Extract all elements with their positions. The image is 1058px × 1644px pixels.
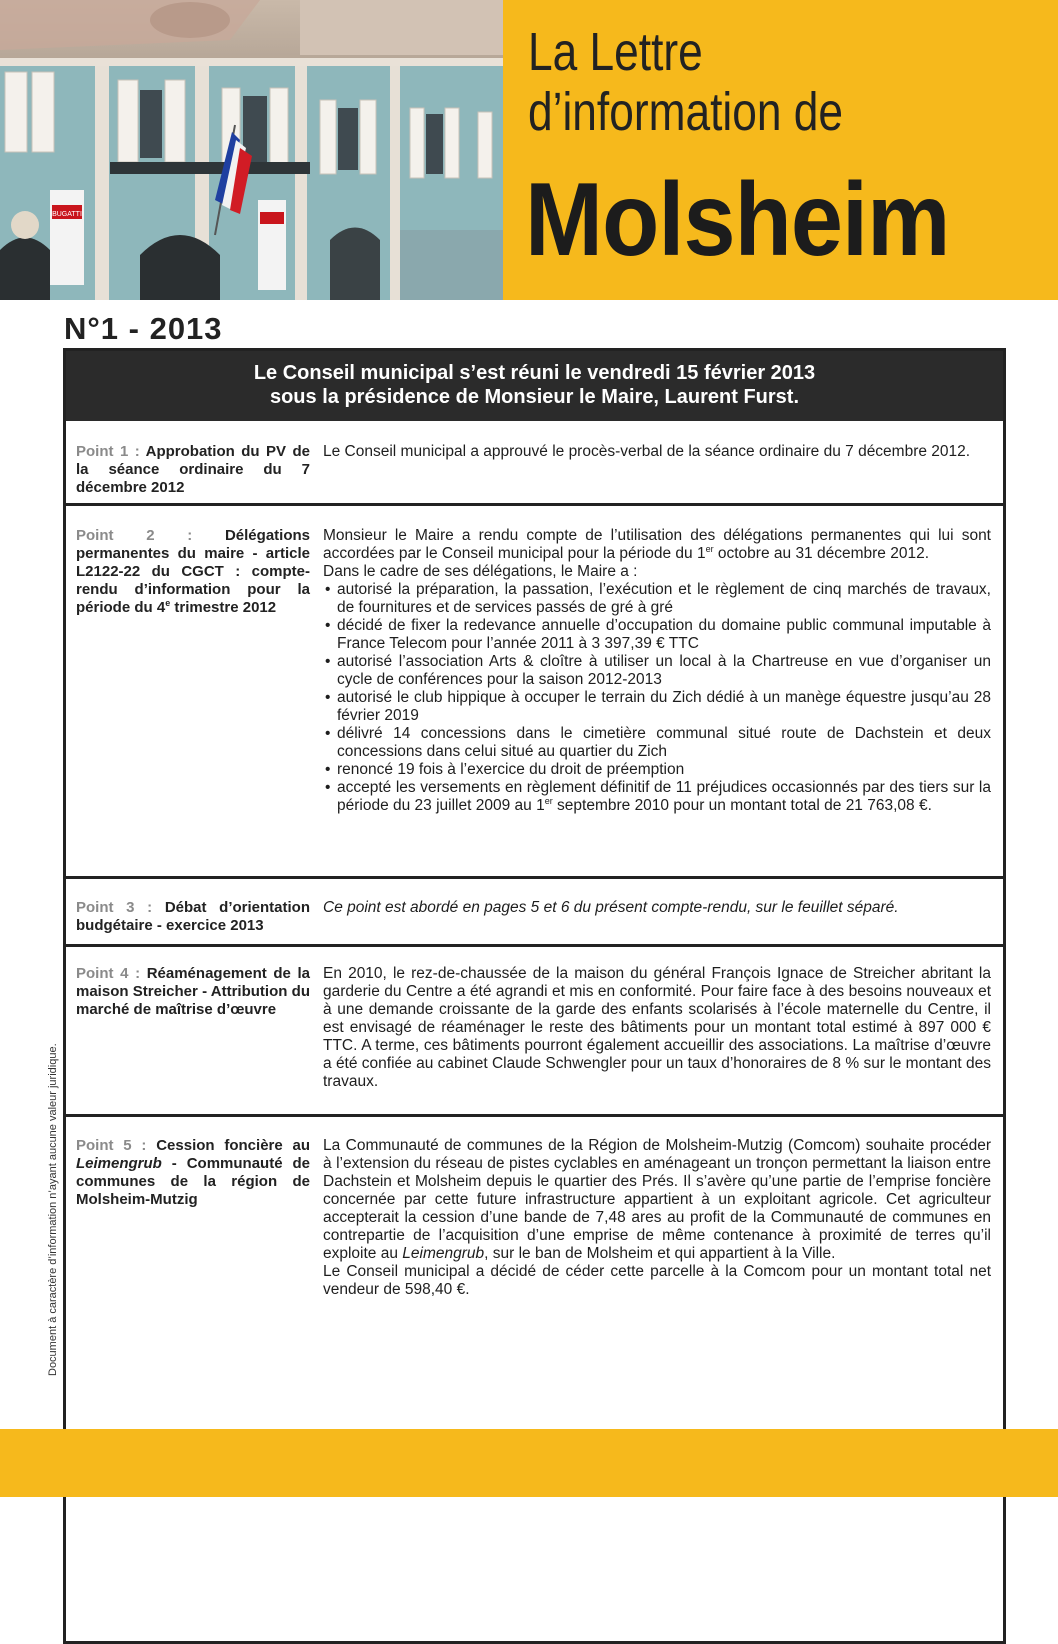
point-3-row bbox=[66, 879, 1003, 947]
svg-text:BUGATTI: BUGATTI bbox=[52, 211, 82, 218]
point-5-title: Point 5 : Cession foncière au Leimengrub - Communauté de communes de la région de Molsheim-Mutzig bbox=[76, 1137, 311, 1208]
legal-disclaimer: Document à caractère d’information n’ayant aucune valeur juridique. bbox=[47, 1043, 59, 1376]
point-3-title: Point 3 : Débat d’orientation budgétaire - exercice 2013 bbox=[76, 899, 311, 934]
point-2-body: Monsieur le Maire a rendu compte de l’utilisation des délégations permanentes qui lui sont accordées par le Conseil municipal pour la période du 1er octobre au 31 décembre 2012. Dans le cadre de ses délégations, le Maire a : • autorisé la préparation, la passation, l’exécution et le règlement de cinq marchés de travaux, de fournitures et de services passés de gré à gré • décidé de fixer la redevance annuelle d’occupation du domaine public communal imputable à France Telecom pour l’année 2011 à 3 397,39 € TTC • autorisé l’association Arts & cloître à utiliser un local à la Chartreuse en vue d’organiser un cycle de conférences pour la saison 2012-2013 • autorisé le club hippique à occuper le terrain du Zich dédié à un manège équestre jusqu’au 28 février 2019 • délivré 14 concessions dans le cimetière communal situé route de Dachstein et deux concessions dans celui situé au quartier du Zich • renoncé 19 fois à l’exercice du droit de préemption • accepté les versements en règlement définitif de 11 préjudices occasionnés par des tiers sur la période du 23 juillet 2009 au 1er septembre 2010 pour un montant total de 21 763,08 €. bbox=[323, 527, 991, 815]
point-5-body: La Communauté de communes de la Région de Molsheim-Mutzig (Comcom) souhaite procéder à l’extension du réseau de pistes cyclables en aménageant un tronçon permettant la liaison entre Dachstein et Molsheim depuis le quartier des Prés. Il s’avère qu’une partie de l’emprise foncière concernée par cette future infrastructure appartient à un exploitant agricole. Cet agriculteur accepterait la cession d’une bande de 7,48 ares au profit de la Communauté de communes en contrepartie de l’acquisition d’une emprise de même contenance à proximité de terres qu’il exploite au Leimengrub, sur le ban de Molsheim et qui appartient à la Ville. Le Conseil municipal a décidé de céder cette parcelle à la Comcom pour un montant total net vendeur de 598,40 €. bbox=[323, 1137, 991, 1298]
point-1-title: Point 1 : Approbation du PV de la séance ordinaire du 7 décembre 2012 bbox=[76, 443, 310, 496]
list-item: • autorisé l’association Arts & cloître à utiliser un local à la Chartreuse en vue d’organiser un cycle de conférences pour la saison 2012-2013 bbox=[323, 653, 991, 689]
title-block bbox=[503, 0, 1058, 300]
list-item: • délivré 14 concessions dans le cimetière communal situé route de Dachstein et deux concessions dans celui situé au quartier du Zich bbox=[323, 725, 991, 761]
banner-line-1: Le Conseil municipal s’est réuni le vendredi 15 février 2013 bbox=[253, 362, 816, 384]
title-line-2: d’information de bbox=[528, 82, 844, 142]
footer-band bbox=[0, 1429, 1058, 1497]
list-item: • décidé de fixer la redevance annuelle d’occupation du domaine public communal imputable à France Telecom pour l’année 2011 à 3 397,39 € TTC bbox=[323, 617, 991, 653]
point-2-title: Point 2 : Délégations permanentes du maire - article L2122-22 du CGCT : compte-rendu d’information pour la période du 4e trimestre 2012 bbox=[76, 527, 310, 616]
point-4-body: En 2010, le rez-de-chaussée de la maison du général François Ignace de Streicher abritant la garderie du Centre a été agrandi et mis en conformité. Pour faire face à des besoins nouveaux et à une demande croissante de la garde des enfants scolarisés à l’école maternelle du Centre, il est envisagé de réaménager le reste des bâtiments pour un montant total estimé à 897 000 € TTC. A terme, ces bâtiments pourront également accueillir des associations. La maîtrise d’œuvre a été confiée au cabinet Claude Schwengler pour un taux d’honoraires de 8 % sur le montant des travaux. bbox=[323, 965, 991, 1090]
list-item: • autorisé le club hippique à occuper le terrain du Zich dédié à un manège équestre jusqu’au 28 février 2019 bbox=[323, 689, 991, 725]
point-4-row bbox=[66, 947, 1003, 1117]
title-town-name: Molsheim bbox=[525, 162, 950, 278]
delegations-list bbox=[323, 581, 991, 815]
list-item: • autorisé la préparation, la passation, l’exécution et le règlement de cinq marchés de travaux, de fournitures et de services passés de gré à gré bbox=[323, 581, 991, 617]
point-4-title: Point 4 : Réaménagement de la maison Streicher - Attribution du marché de maîtrise d’œuvre bbox=[76, 965, 310, 1018]
meeting-banner bbox=[66, 351, 1003, 421]
point-2-row bbox=[66, 506, 1003, 879]
list-item: • accepté les versements en règlement définitif de 11 préjudices occasionnés par des tiers sur la période du 23 juillet 2009 au 1er septembre 2010 pour un montant total de 21 763,08 €. bbox=[323, 779, 991, 815]
list-item: • renoncé 19 fois à l’exercice du droit de préemption bbox=[323, 761, 991, 779]
issue-number: N°1 - 2013 bbox=[64, 311, 223, 346]
point-3-body: Ce point est abordé en pages 5 et 6 du présent compte-rendu, sur le feuillet séparé. bbox=[323, 899, 899, 916]
title-line-1: La Lettre bbox=[528, 22, 703, 82]
point-5-row bbox=[66, 1117, 1003, 1641]
town-hall-photo bbox=[0, 0, 503, 300]
point-1-row bbox=[66, 421, 1003, 506]
banner-line-2: sous la présidence de Monsieur le Maire, Laurent Furst. bbox=[269, 386, 800, 408]
point-1-body: Le Conseil municipal a approuvé le procès-verbal de la séance ordinaire du 7 décembre 2012. bbox=[323, 443, 971, 460]
